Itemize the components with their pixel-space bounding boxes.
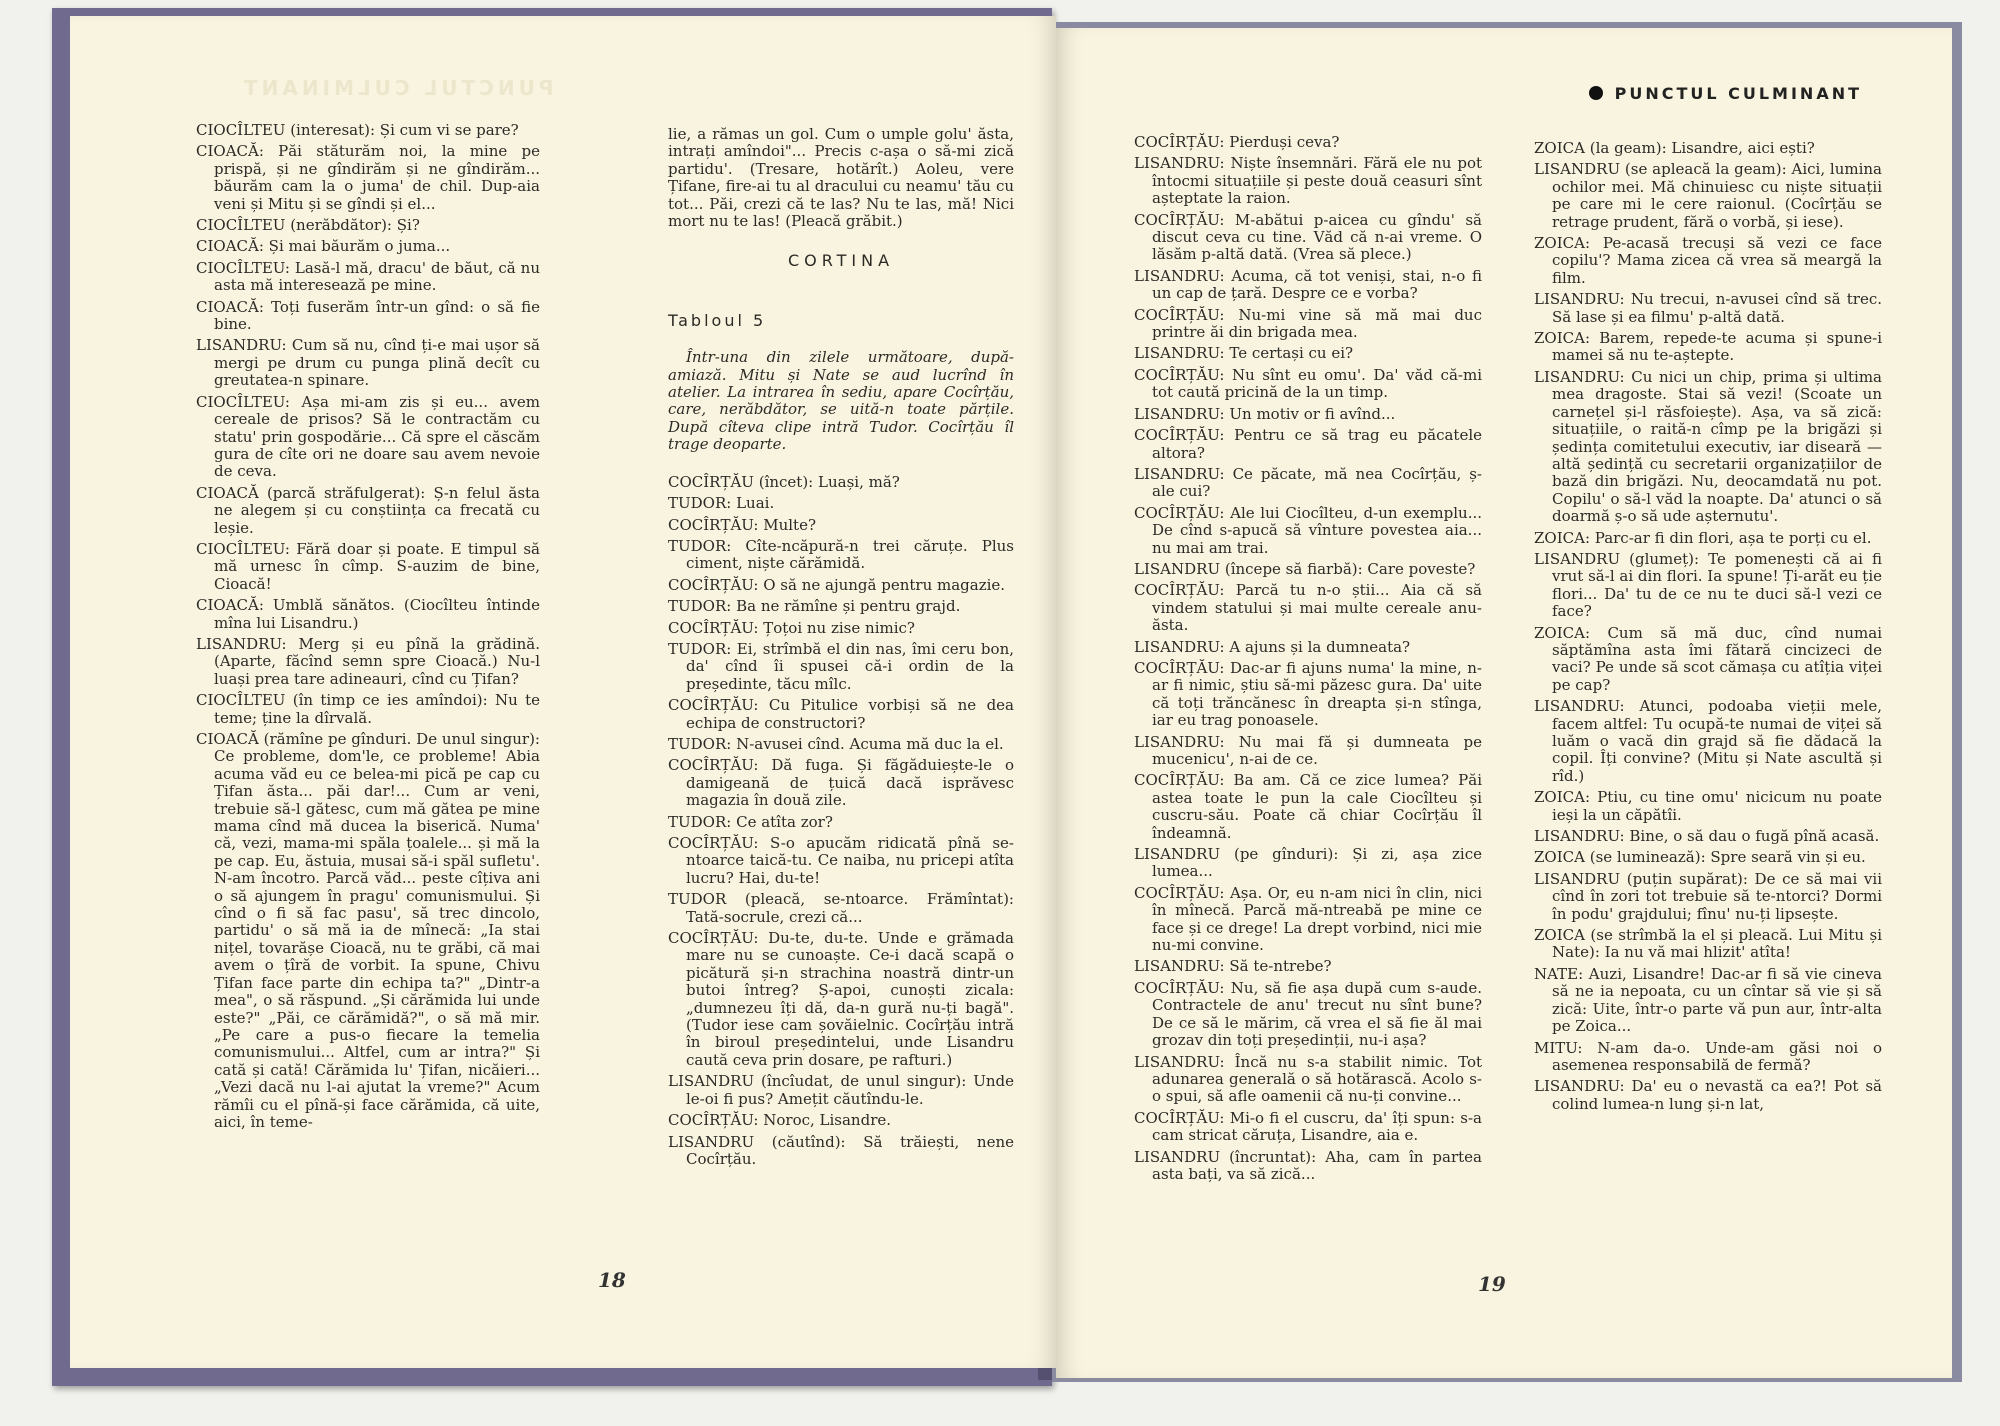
right-page-column-2: [1534, 136, 1882, 1113]
dialogue-line: TUDOR: Ce atîta zor?: [668, 812, 833, 831]
dialogue-line: TUDOR: Ba ne rămîne și pentru grajd.: [668, 597, 961, 616]
dialogue-line: ZOICA: Parc-ar fi din flori, așa te porți cu el.: [1534, 528, 1872, 547]
dialogue-line: CIOACĂ (rămîne pe gînduri. De unul singur): Ce probleme, dom'le, ce probleme! Abia acuma văd eu ce belea-mi pică pe cap cu Țifan ăsta... păi dar!... Cum ar veni, trebuie să-l gătesc, cum mă gătea pe mine mama cînd mă ducea la biserică. Numa' că, vezi, mama-mi spăla țoalele... și mă la pe cap. Eu, ăstuia, musai să-i spăl sufletu'. N-am încotro. Parcă văd... peste cîțiva ani o să ajungem în pragu' comunismului. Și cînd o fi să fac pasu', să trec dincolo, partidu' o să mă ia de mînecă: „Ia stai nițel, tovarășe Cioacă, nu te grăbi, că mai avem o țîră de vorbit. Ia spune, Chivu Țifan face parte din echipa ta?" „Dintr-a mea", o să răspund. „Și cărămida lui unde este?" „Păi, ce cărămidă?", o să mă mir. „Pe care a pus-o fiecare la temelia comunismului... Altfel, cum ar intra?" Și cată și cată! Cărămida lu' Țifan, nicăieri... „Vezi dacă nu l-ai ajutat la vreme?" Acum rămîi cu el pînă-și face cărămida, că uite, aici, în teme-: [196, 730, 540, 1131]
dialogue-line: LISANDRU: Bine, o să dau o fugă pînă acasă.: [1534, 827, 1880, 846]
dialogue-line: LISANDRU: Ce păcate, mă nea Cocîrțău, ș-ale cui?: [1134, 464, 1482, 501]
dialogue-line: TUDOR: Cîte-ncăpură-n trei căruțe. Plus ciment, niște cărămidă.: [668, 536, 1014, 573]
dialogue-line: ZOICA (se strîmbă la el și pleacă. Lui Mitu și Nate): Ia nu vă mai hlizit' atîta!: [1534, 926, 1882, 962]
right-page: [1056, 28, 1952, 1378]
dialogue-line: LISANDRU: A ajuns și la dumneata?: [1134, 637, 1411, 656]
dialogue-line: CIOCÎLTEU (nerăbdător): Și?: [196, 216, 420, 235]
dialogue-line: COCÎRȚĂU: Nu sînt eu omu'. Da' văd că-mi tot caută pricină de la un timp.: [1134, 365, 1482, 402]
dialogue-line: LISANDRU (începe să fiarbă): Care poveste?: [1134, 559, 1476, 578]
dialogue-line: TUDOR: Ei, strîmbă el din nas, îmi ceru bon, da' cînd îi spusei că-i ordin de la președinte, tăcu mîlc.: [668, 639, 1014, 693]
dialogue-line: MITU: N-am da-o. Unde-am găsi noi o asemenea responsabilă de fermă?: [1534, 1038, 1882, 1074]
dialogue-lines: [668, 474, 1014, 1169]
left-page: [70, 16, 1056, 1368]
header-text: PUNCTUL CULMINANT: [1614, 84, 1862, 103]
dialogue-line: CIOCÎLTEU (interesat): Și cum vi se pare?: [196, 121, 519, 139]
dialogue-line: NATE: Auzi, Lisandre! Dac-ar fi să vie cineva să ne ia nepoata, cu un cîntar să vie și să zică: Uite, într-o parte vă pun aur, într-alta pe Zoica...: [1534, 964, 1882, 1036]
running-header: [1589, 84, 1862, 103]
dialogue-line: LISANDRU (glumeț): Te pomenești că ai fi vrut să-l ai din flori. Ia spune! Ți-arăt eu ție flori... Da' tu de ce nu te duci să-l vezi ce face?: [1534, 549, 1882, 621]
dialogue-line: COCÎRȚĂU: M-abătui p-aicea cu gîndu' să discut ceva cu tine. Văd că n-ai vreme. O lăsăm p-altă dată. (Vrea să plece.): [1134, 210, 1482, 264]
dialogue-line: LISANDRU: Merg și eu pînă la grădină. (Aparte, făcînd semn spre Cioacă.) Nu-l luași prea tare adineauri, cînd cu Țifan?: [196, 634, 540, 688]
dialogue-line: TUDOR (pleacă, se-ntoarce. Frămîntat): Tată-socrule, crezi că...: [668, 890, 1014, 926]
dialogue-line: LISANDRU: Nu trecui, n-avusei cînd să trec. Să lase și ea filmu' p-altă dată.: [1534, 290, 1882, 326]
dialogue-line: COCÎRȚĂU (încet): Luași, mă?: [668, 472, 900, 491]
dialogue-line: COCÎRȚĂU: O să ne ajungă pentru magazie.: [668, 575, 1006, 594]
dialogue-line: LISANDRU: Acuma, că tot veniși, stai, n-o fi un cap de țară. Despre ce e vorba?: [1134, 266, 1482, 303]
dialogue-line: CIOACĂ: Păi stăturăm noi, la mine pe prispă, și ne gîndirăm și ne gîndirăm... băurăm cam la o juma' de chil. Dup-aia veni și Mitu și se gîndi și el...: [196, 142, 540, 213]
page-number: 18: [598, 1268, 626, 1292]
dialogue-line: CIOCÎLTEU (în timp ce ies amîndoi): Nu te teme; ține la dîrvală.: [196, 691, 540, 727]
dialogue-line: COCÎRȚĂU: Multe?: [668, 515, 817, 534]
dialogue-line: CIOACĂ: Și mai băurăm o juma...: [196, 237, 451, 256]
dialogue-line: COCÎRȚĂU: Du-te, du-te. Unde e grămada mare nu se cunoaște. Ce-i dacă scapă o picătură și-n strachina noastră dintr-un butoi întreg? Ș-apoi, cunoști zicala: „dumnezeu îți dă, da-n gură nu-ți bagă". (Tudor iese cam șovăielnic. Cocîrțău intră în biroul președintelui, unde Lisandru caută ceva prin dosare, pe rafturi.): [668, 929, 1014, 1069]
dialogue-line: ZOICA (la geam): Lisandre, aici ești?: [1534, 139, 1815, 157]
dialogue-line: COCÎRȚĂU: Parcă tu n-o știi... Aia că să vindem statului și mai multe cereale anu-ăsta.: [1134, 581, 1482, 635]
dialogue-line: COCÎRȚĂU: Ba am. Că ce zice lumea? Păi astea toate le pun la cale Ciocîlteu și cuscru-său. Poate că chiar Cocîrțău îl îndeamnă.: [1134, 771, 1482, 842]
page-number: 19: [1478, 1272, 1506, 1296]
dialogue-line: LISANDRU (încruntat): Aha, cam în partea asta bați, va să zică...: [1134, 1147, 1482, 1183]
dialogue-line: LISANDRU (pe gînduri): Și zi, așa zice lumea...: [1134, 845, 1482, 881]
left-page-column-1: [196, 118, 540, 1131]
dialogue-line: LISANDRU: Un motiv or fi avînd...: [1134, 404, 1396, 423]
dialogue-line: ZOICA: Ptiu, cu tine omu' nicicum nu poate ieși la un căpătîi.: [1534, 788, 1882, 824]
curtain-label: CORTINA: [787, 251, 895, 271]
dialogue-line: LISANDRU: Atunci, podoaba vieții mele, facem altfel: Tu ocupă-te numai de viței să luăm o vacă din grajd să fie dădacă la copil. Îți convine? (Mitu și Nate ascultă și rîd.): [1534, 697, 1882, 785]
dialogue-line: LISANDRU (se apleacă la geam): Aici, lumina ochilor mei. Mă chinuiesc cu niște situații pe care mi le cere raionul. (Cocîrțău se retrage prudent, fără o vorbă, și iese).: [1534, 160, 1882, 231]
tableau-heading: Tabloul 5: [668, 310, 767, 330]
dialogue-line: ZOICA: Barem, repede-te acuma și spune-i mamei să nu te-aștepte.: [1534, 329, 1882, 365]
dialogue-line: CIOCÎLTEU: Lasă-l mă, dracu' de băut, că nu asta mă interesează pe mine.: [196, 258, 540, 295]
dialogue-line: COCÎRȚĂU: S-o apucăm ridicată pînă se-ntoarce taică-tu. Ce naiba, nu pricepi atîta lucru? Hai, du-te!: [668, 834, 1014, 887]
dialogue-line: COCÎRȚĂU: Dac-ar fi ajuns numa' la mine, n-ar fi nimic, știu să-mi păzesc gura. Da' uite că toți trăncănesc în dreapta și-n stînga, iar eu trag ponoasele.: [1134, 658, 1482, 730]
dialogue-line: ZOICA: Pe-acasă trecuși să vezi ce face copilu'? Mama zicea că vrea să meargă la film.: [1534, 234, 1882, 287]
dialogue-line: COCÎRȚĂU: Pierduși ceva?: [1134, 133, 1340, 151]
dialogue-line: LISANDRU: Te certași cu ei?: [1134, 344, 1354, 363]
dialogue-line: LISANDRU: Cum să nu, cînd ți-e mai ușor să mergi pe drum cu punga plină decît cu greutatea-n spinare.: [196, 336, 540, 390]
bleed-through-header: PUNCTUL CULMINANT: [240, 76, 554, 100]
dialogue-line: COCÎRȚĂU: Nu, să fie așa după cum s-aude. Contractele de anu' trecut nu sînt bune? De ce să le mărim, că vrea el să fie ăl mai grozav din toți președinții, nu-i așa?: [1134, 978, 1482, 1050]
scene-continuation: lie, a rămas un gol. Cum o umple golu' ăsta, intrați amîndoi"... Precis c-așa o să-mi zică partidu'. (Tresare, hotărît.) Aoleu, vere Țifane, fire-ai tu al dracului cu neamu' tău cu tot... Păi, crezi că te las? Nu te las, mă! Nici mort nu te las! (Pleacă grăbit.): [668, 125, 1014, 231]
dialogue-line: LISANDRU: Să te-ntrebe?: [1134, 957, 1332, 976]
dialogue-line: CIOACĂ: Umblă sănătos. (Ciocîlteu întinde mîna lui Lisandru.): [196, 596, 540, 632]
dialogue-line: LISANDRU (încîudat, de unul singur): Unde le-oi fi pus? Amețit căutîndu-le.: [668, 1072, 1014, 1108]
stage-direction: Într-una din zilele următoare, după-amiază. Mitu și Nate se aud lucrînd în atelier. La intrarea în sediu, apare Cocîrțău, care, nerăbdător, se uită-n toate părțile. După cîteva clipe intră Tudor. Cocîrțău îl trage deoparte.: [668, 348, 1014, 454]
dialogue-line: TUDOR: N-avusei cînd. Acuma mă duc la el.: [668, 734, 1004, 753]
dialogue-line: LISANDRU: Niște însemnări. Fără ele nu pot întocmi situațiile și peste două ceasuri sînt așteptate la raion.: [1134, 154, 1482, 208]
dialogue-line: ZOICA: Cum să mă duc, cînd numai săptămîna asta îmi fătară cincizeci de vaci? Pe unde să scot cămașa cu atîția viței pe cap?: [1534, 623, 1882, 694]
dialogue-line: CIOACĂ: Toți fuserăm într-un gînd: o să fie bine.: [196, 297, 540, 334]
dialogue-line: COCÎRȚĂU: Mi-o fi el cuscru, da' îți spun: s-a cam stricat căruța, Lisandre, aia e.: [1134, 1108, 1482, 1145]
dialogue-line: CIOCÎLTEU: Fără doar și poate. E timpul să mă urnesc în cîmp. S-auzim de bine, Cioacă!: [196, 539, 540, 593]
dialogue-line: ZOICA (se luminează): Spre seară vin și eu.: [1534, 848, 1866, 867]
dialogue-line: CIOACĂ (parcă străfulgerat): Ș-n felul ăsta ne alegem și cu conștiința ca frecată cu leșie.: [196, 483, 540, 537]
left-page-column-2: [668, 126, 1014, 1168]
dialogue-line: COCÎRȚĂU: Țoțoi nu zise nimic?: [668, 618, 915, 637]
dialogue-line: TUDOR: Luai.: [668, 494, 775, 513]
dialogue-line: COCÎRȚĂU: Pentru ce să trag eu păcatele altora?: [1134, 426, 1482, 462]
dialogue-line: COCÎRȚĂU: Așa. Or, eu n-am nici în clin, nici în mînecă. Parcă mă-ntreabă pe mine ce face și ce drege! La drept vorbind, nici mie nu-mi convine.: [1134, 883, 1482, 955]
dialogue-line: LISANDRU (căutînd): Să trăiești, nene Cocîrțău.: [668, 1132, 1014, 1168]
right-page-column-1: [1134, 130, 1482, 1183]
dialogue-line: COCÎRȚĂU: Nu-mi vine să mă mai duc printre ăi din brigada mea.: [1134, 305, 1482, 342]
dialogue-line: CIOCÎLTEU: Așa mi-am zis și eu... avem cereale de prisos? Să le contractăm cu statu' prin gospodărie... Că spre el căscăm gura de cîte ori ne doare sau avem nevoie de ceva.: [196, 392, 540, 481]
dialogue-line: LISANDRU: Nu mai fă și dumneata pe mucenicu', n-ai de ce.: [1134, 732, 1482, 768]
dialogue-line: LISANDRU: Cu nici un chip, prima și ultima mea dragoste. Stai să vezi! (Scoate un carnețel și-l răsfoiește). Așa, va să zică: situațiile, o raită-n cîmp pe la brigăzi și ședința comitetului executiv, iar diseară — altă ședință cu secretarii organizațiilor de bază din brigăzi. Nu, deocamdată nu pot. Copilu' o să-l văd la noapte. Da' atunci o să doarmă ș-o să ude așternutu'.: [1534, 367, 1882, 526]
dialogue-line: LISANDRU: Încă nu s-a stabilit nimic. Tot adunarea generală o să hotărască. Acolo s-o spui, să afle oamenii că nu-ți convine...: [1134, 1052, 1482, 1106]
dialogue-line: LISANDRU (puțin supărat): De ce să mai vii cînd în zori tot trebuie să te-ntorci? Dormi în podu' grajdului; fînu' nu-ți lipsește.: [1534, 869, 1882, 923]
dialogue-line: COCÎRȚĂU: Ale lui Ciocîlteu, d-un exemplu... De cînd s-apucă să vînture povestea aia... nu mai am trai.: [1134, 503, 1482, 557]
dialogue-line: COCÎRȚĂU: Dă fuga. Și făgăduiește-le o damigeană de țuică dacă isprăvesc magazia în două zile.: [668, 756, 1014, 810]
dialogue-line: LISANDRU: Da' eu o nevastă ca ea?! Pot să colind lumea-n lung și-n lat,: [1534, 1077, 1882, 1113]
dialogue-line: COCÎRȚĂU: Cu Pitulice vorbiși să ne dea echipa de constructori?: [668, 696, 1014, 732]
dialogue-line: COCÎRȚĂU: Noroc, Lisandre.: [668, 1111, 892, 1130]
bullet-icon: [1589, 86, 1603, 100]
